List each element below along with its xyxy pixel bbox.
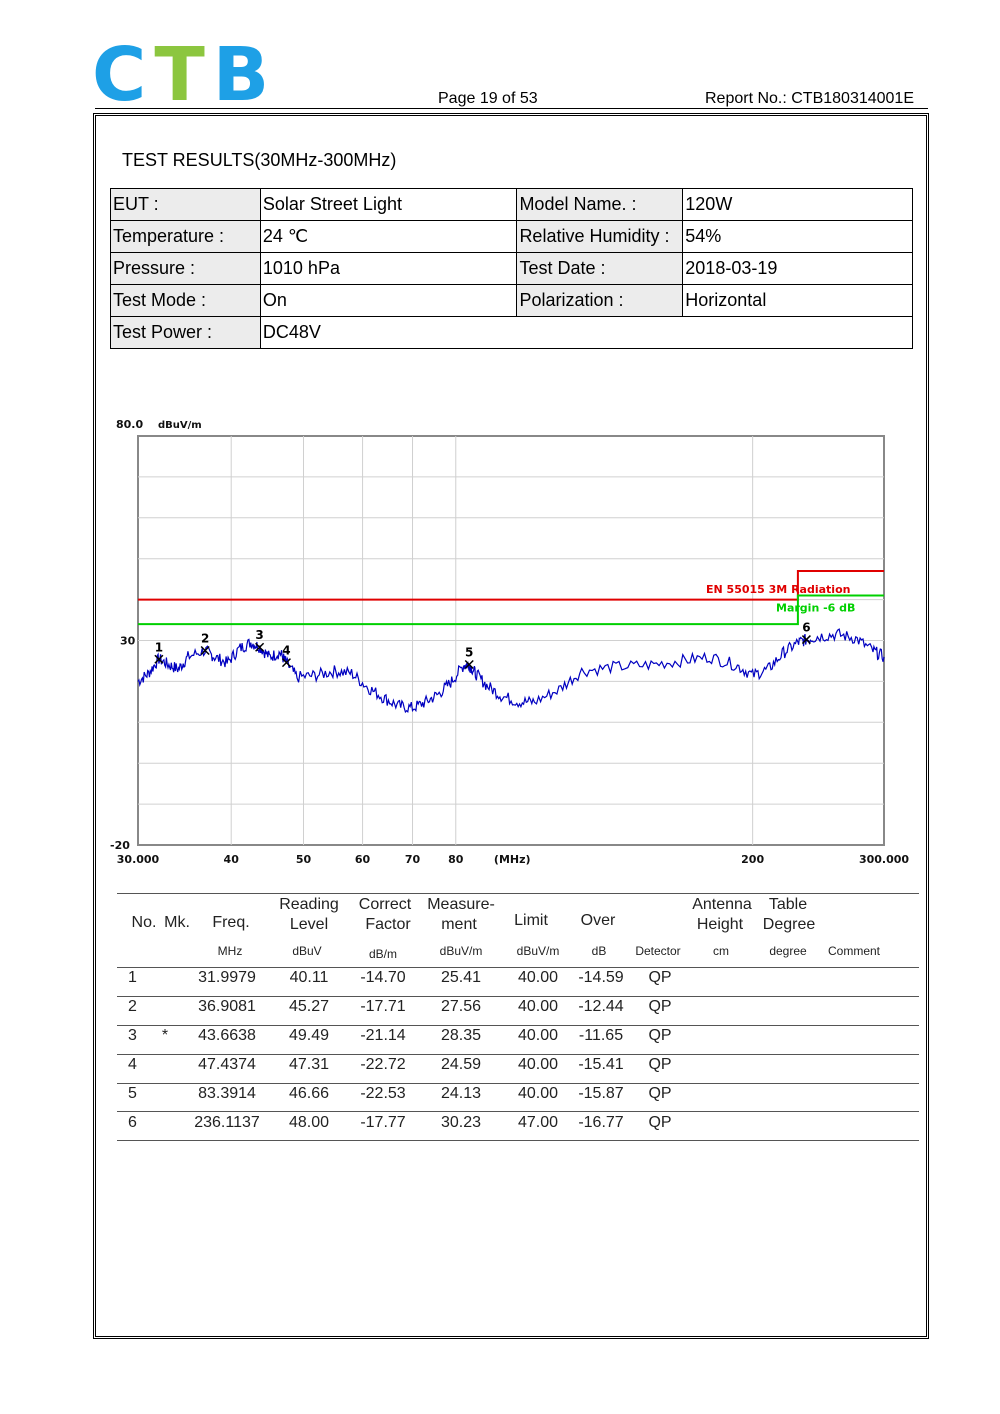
cell-read: 49.49 <box>288 1027 330 1044</box>
info-value: On <box>260 285 517 317</box>
col-header-table: Table <box>768 896 808 913</box>
unit-comment: Comment <box>827 944 881 958</box>
info-row <box>111 285 913 317</box>
info-value: 54% <box>683 221 913 253</box>
cell-limit: 47.00 <box>517 1114 559 1131</box>
cell-over: -15.87 <box>578 1085 624 1102</box>
cell-freq: 43.6638 <box>198 1027 256 1044</box>
marker-label: 4 <box>282 643 291 658</box>
info-value: 1010 hPa <box>260 253 517 285</box>
col-header-factor: Factor <box>365 916 411 933</box>
col-header-measure: Measure- <box>427 896 495 913</box>
cell-over: -16.77 <box>578 1114 624 1131</box>
y-tick-label: -20 <box>110 839 130 852</box>
cell-limit: 40.00 <box>517 1056 559 1073</box>
col-header-over: Over <box>580 912 616 929</box>
svg-text:CTB <box>92 38 277 110</box>
x-tick-label: 60 <box>354 853 371 866</box>
col-header-freq: Freq. <box>212 914 250 931</box>
cell-read: 40.11 <box>289 969 329 986</box>
logo-letter: T <box>154 38 213 110</box>
info-row <box>111 221 913 253</box>
test-info-table <box>110 188 913 349</box>
info-key: Relative Humidity : <box>517 221 683 253</box>
y-tick-label: 80.0 <box>116 418 144 431</box>
cell-no: 1 <box>128 969 137 986</box>
info-key: EUT : <box>111 189 261 221</box>
report-number: Report No.: CTB180314001E <box>704 90 914 107</box>
info-value: Horizontal <box>683 285 913 317</box>
logo-letter: B <box>212 38 278 110</box>
col-header-no: No. <box>131 914 157 931</box>
table-rule <box>117 996 919 997</box>
info-value: 24 ℃ <box>260 221 517 253</box>
cell-mk: * <box>161 1027 169 1044</box>
cell-limit: 40.00 <box>517 1085 559 1102</box>
cell-no: 3 <box>128 1027 137 1044</box>
cell-freq: 36.9081 <box>198 998 256 1015</box>
logo-letter: C <box>92 38 155 110</box>
unit-reading: dBuV <box>292 944 322 958</box>
x-tick-label: 30.000 <box>116 853 160 866</box>
cell-meas: 27.56 <box>440 998 482 1015</box>
col-header-reading: Reading <box>279 896 339 913</box>
cell-over: -15.41 <box>578 1056 624 1073</box>
info-key: Model Name. : <box>517 189 683 221</box>
col-header-mk: Mk. <box>164 914 190 931</box>
info-value: 120W <box>683 189 913 221</box>
cell-meas: 24.59 <box>440 1056 482 1073</box>
cell-corr: -22.72 <box>360 1056 406 1073</box>
y-unit-label: dBuV/m <box>158 420 202 431</box>
marker-label: 2 <box>200 631 210 646</box>
cell-corr: -17.71 <box>360 998 406 1015</box>
info-value: Solar Street Light <box>260 189 517 221</box>
cell-read: 45.27 <box>288 998 330 1015</box>
emission-chart <box>100 410 910 870</box>
cell-meas: 28.35 <box>440 1027 482 1044</box>
cell-no: 6 <box>128 1114 137 1131</box>
cell-meas: 30.23 <box>440 1114 482 1131</box>
header-rule <box>95 108 928 109</box>
x-unit-label: (MHz) <box>493 853 531 866</box>
unit-detector: Detector <box>635 944 681 958</box>
info-key: Test Power : <box>111 317 261 349</box>
col-header-correct: Correct <box>358 896 412 913</box>
info-row <box>111 253 913 285</box>
limit-label: EN 55015 3M Radiation <box>706 582 851 596</box>
cell-limit: 40.00 <box>517 1027 559 1044</box>
unit-correct: dB/m <box>368 947 398 961</box>
col-header-limit: Limit <box>514 912 548 929</box>
cell-read: 46.66 <box>288 1085 330 1102</box>
cell-no: 2 <box>128 998 137 1015</box>
cell-read: 47.31 <box>288 1056 330 1073</box>
cell-corr: -17.77 <box>360 1114 406 1131</box>
marker-label: 5 <box>465 645 474 660</box>
y-tick-label: 30 <box>120 634 136 648</box>
cell-limit: 40.00 <box>517 969 559 986</box>
table-rule <box>117 1111 919 1112</box>
info-key: Polarization : <box>517 285 683 317</box>
page-number: Page 19 of 53 <box>438 90 538 107</box>
cell-det: QP <box>648 998 672 1015</box>
col-header-level: Level <box>289 916 329 933</box>
cell-no: 5 <box>128 1085 137 1102</box>
cell-freq: 83.3914 <box>198 1085 256 1102</box>
table-rule <box>117 1025 919 1026</box>
cell-det: QP <box>648 1085 672 1102</box>
table-rule <box>117 893 919 894</box>
unit-table: degree <box>769 944 807 958</box>
table-rule <box>117 1054 919 1055</box>
info-key: Test Mode : <box>111 285 261 317</box>
results-table <box>117 893 919 1143</box>
marker-label: 3 <box>255 628 264 643</box>
table-rule <box>117 1140 919 1141</box>
x-tick-label: 50 <box>295 853 312 866</box>
cell-read: 48.00 <box>288 1114 330 1131</box>
unit-antenna: cm <box>713 944 729 958</box>
cell-corr: -14.70 <box>360 969 406 986</box>
table-rule <box>117 967 919 968</box>
col-header-antenna: Antenna <box>692 896 752 913</box>
info-key: Pressure : <box>111 253 261 285</box>
info-row <box>111 189 913 221</box>
cell-det: QP <box>648 1114 672 1131</box>
cell-over: -14.59 <box>578 969 624 986</box>
cell-corr: -22.53 <box>360 1085 406 1102</box>
cell-freq: 47.4374 <box>198 1056 256 1073</box>
x-tick-label: 80 <box>448 853 464 866</box>
info-row <box>111 317 913 349</box>
col-header-ment: ment <box>441 916 477 933</box>
cell-no: 4 <box>128 1056 137 1073</box>
unit-freq: MHz <box>217 944 243 958</box>
table-rule <box>117 1083 919 1084</box>
section-title: TEST RESULTS(30MHz-300MHz) <box>122 150 397 170</box>
info-value: 2018-03-19 <box>683 253 913 285</box>
cell-meas: 24.13 <box>440 1085 482 1102</box>
marker-label: 6 <box>802 620 811 635</box>
cell-meas: 25.41 <box>440 969 482 986</box>
cell-freq: 31.9979 <box>198 969 256 986</box>
info-key: Test Date : <box>517 253 683 285</box>
cell-over: -12.44 <box>578 998 624 1015</box>
x-tick-label: 70 <box>404 853 421 866</box>
ctb-logo <box>92 38 342 110</box>
x-tick-label: 200 <box>741 853 765 866</box>
cell-corr: -21.14 <box>360 1027 406 1044</box>
cell-det: QP <box>648 969 672 986</box>
marker-label: 1 <box>154 640 164 655</box>
info-key: Temperature : <box>111 221 261 253</box>
x-tick-label: 300.000 <box>858 853 910 866</box>
col-header-degree: Degree <box>762 916 816 933</box>
cell-over: -11.65 <box>578 1027 624 1044</box>
cell-det: QP <box>648 1027 672 1044</box>
cell-det: QP <box>648 1056 672 1073</box>
unit-measure: dBuV/m <box>439 944 483 958</box>
x-tick-label: 40 <box>223 853 239 866</box>
cell-limit: 40.00 <box>517 998 559 1015</box>
info-value: DC48V <box>260 317 912 349</box>
col-header-height: Height <box>696 916 744 933</box>
cell-freq: 236.1137 <box>194 1114 260 1131</box>
unit-over: dB <box>591 944 607 958</box>
unit-limit: dBuV/m <box>516 944 560 958</box>
margin-label: Margin -6 dB <box>776 601 856 615</box>
